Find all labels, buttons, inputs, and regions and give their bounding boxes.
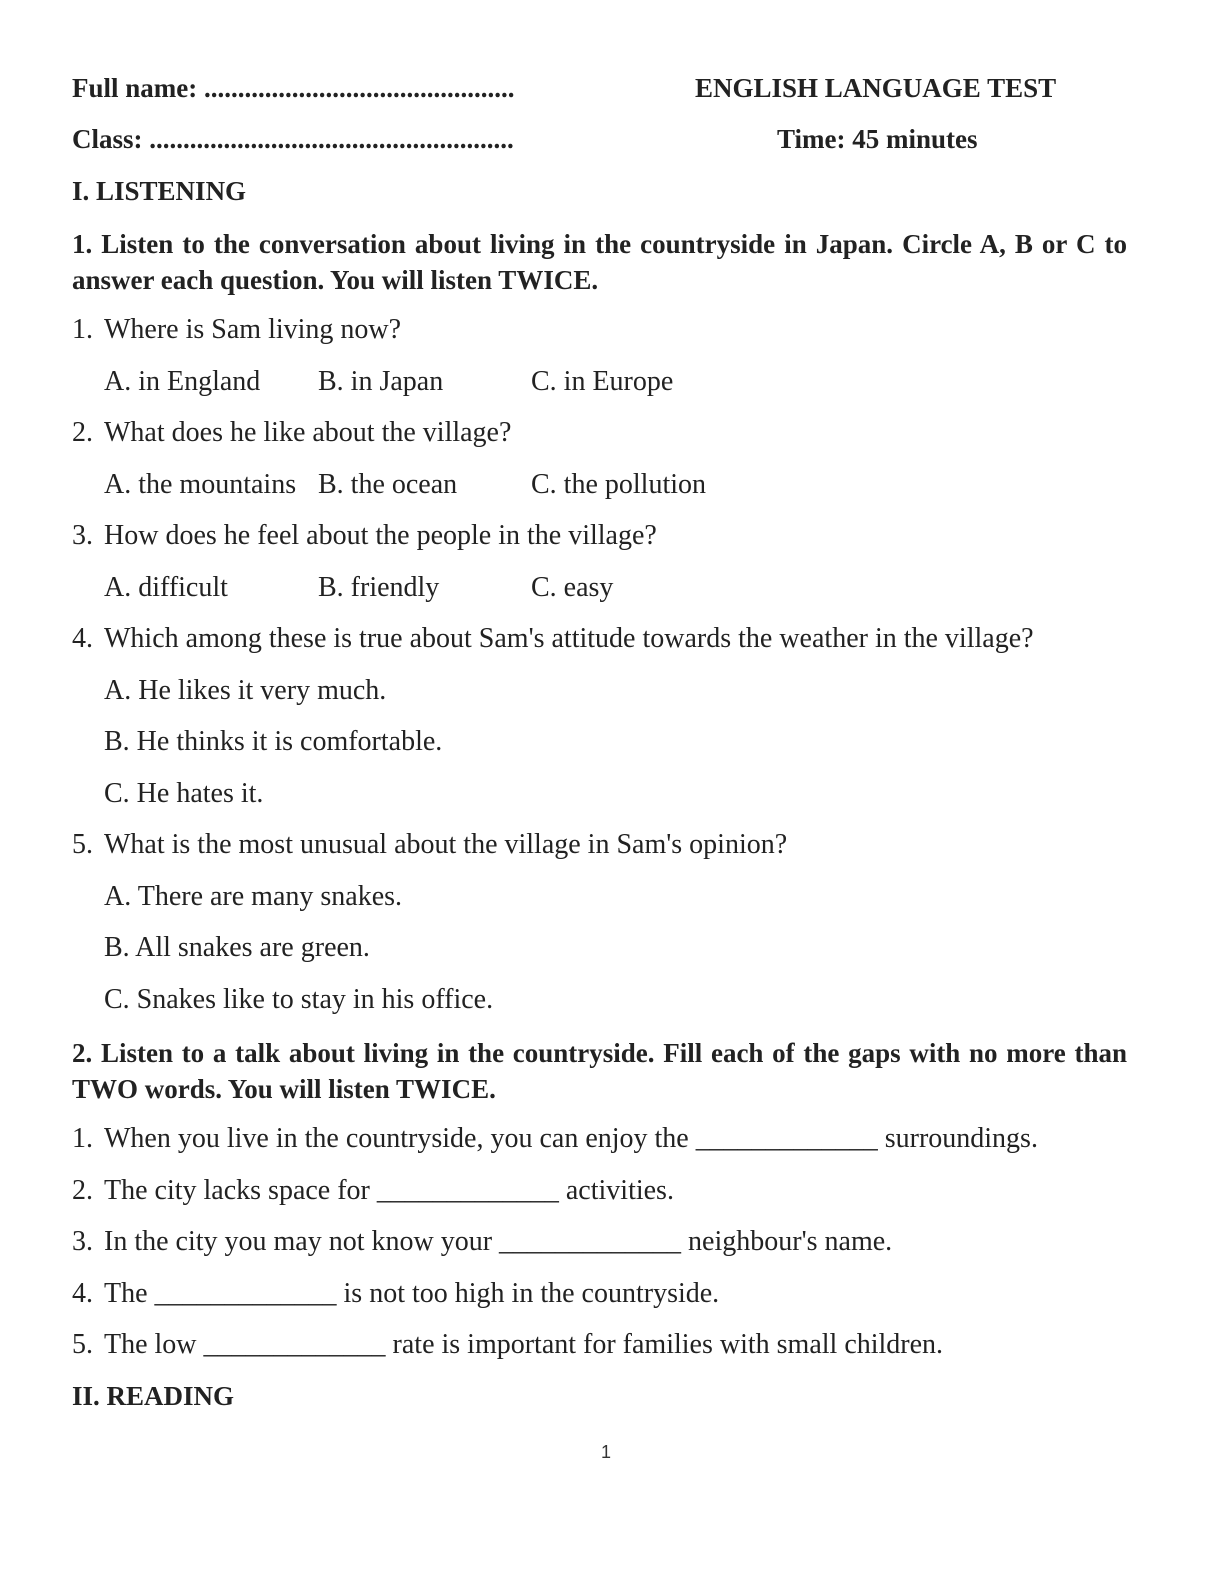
question-number: 1. — [72, 1123, 93, 1154]
section-heading-listening: I. LISTENING — [72, 176, 247, 206]
question-number: 5. — [72, 1329, 93, 1360]
question-item — [72, 519, 657, 553]
answer-option[interactable]: C. in Europe — [531, 366, 674, 397]
gap-fill-item — [72, 1225, 892, 1259]
question-item — [72, 828, 787, 862]
part2-instruction: 2. Listen to a talk about living in the countryside. Fill each of the gaps with no more than TWO words. You will listen TWICE. — [72, 1038, 1127, 1104]
answer-option[interactable]: C. the pollution — [531, 469, 706, 500]
answer-option[interactable]: C. easy — [531, 572, 614, 603]
gap-fill-item — [72, 1277, 719, 1311]
question-number: 4. — [72, 623, 93, 654]
question-number: 2. — [72, 1175, 93, 1206]
question-text: When you live in the countryside, you can enjoy the _____________ surroundings. — [104, 1123, 1038, 1154]
part1-instruction: 1. Listen to the conversation about living in the countryside in Japan. Circle A, B or C to answer each question. You will listen TWICE. — [72, 229, 1127, 295]
answer-option[interactable]: B. the ocean — [318, 469, 458, 500]
gap-fill-item — [72, 1122, 1038, 1156]
answer-option[interactable]: A. He likes it very much. — [104, 675, 387, 706]
question-item — [72, 622, 1034, 656]
answer-option[interactable]: A. the mountains — [104, 469, 297, 500]
answer-option[interactable]: B. All snakes are green. — [104, 932, 370, 963]
answer-option[interactable]: C. He hates it. — [104, 778, 264, 809]
answer-option[interactable]: B. He thinks it is comfortable. — [104, 726, 443, 757]
answer-option[interactable]: B. friendly — [318, 572, 440, 603]
question-number: 4. — [72, 1278, 93, 1309]
answer-option[interactable]: C. Snakes like to stay in his office. — [104, 984, 494, 1015]
gap-fill-item — [72, 1328, 943, 1362]
class-label: Class: ...................................................... — [72, 124, 514, 154]
full-name-label: Full name: .............................................. — [72, 73, 515, 103]
question-number: 1. — [72, 314, 93, 345]
time-limit: Time: 45 minutes — [777, 124, 978, 154]
question-text: In the city you may not know your _____________ neighbour's name. — [104, 1226, 893, 1257]
question-text: The city lacks space for _____________ activities. — [104, 1175, 674, 1206]
question-text: Where is Sam living now? — [104, 314, 402, 345]
question-item — [72, 416, 511, 450]
question-number: 3. — [72, 1226, 93, 1257]
section-heading-reading: II. READING — [72, 1381, 235, 1411]
answer-option[interactable]: A. difficult — [104, 572, 228, 603]
question-text: What is the most unusual about the village in Sam's opinion? — [104, 829, 788, 860]
answer-option[interactable]: A. There are many snakes. — [104, 881, 403, 912]
answer-option[interactable]: A. in England — [104, 366, 261, 397]
question-number: 2. — [72, 417, 93, 448]
gap-fill-item — [72, 1174, 674, 1208]
question-text: The _____________ is not too high in the countryside. — [104, 1278, 720, 1309]
question-item — [72, 313, 401, 347]
test-title: ENGLISH LANGUAGE TEST — [695, 73, 1057, 103]
page-number: 1 — [601, 1442, 612, 1462]
question-text: How does he feel about the people in the village? — [104, 520, 657, 551]
question-number: 3. — [72, 520, 93, 551]
question-number: 5. — [72, 829, 93, 860]
answer-option[interactable]: B. in Japan — [318, 366, 444, 397]
question-text: Which among these is true about Sam's attitude towards the weather in the village? — [104, 623, 1034, 654]
question-text: What does he like about the village? — [104, 417, 512, 448]
question-text: The low _____________ rate is important for families with small children. — [104, 1329, 944, 1360]
